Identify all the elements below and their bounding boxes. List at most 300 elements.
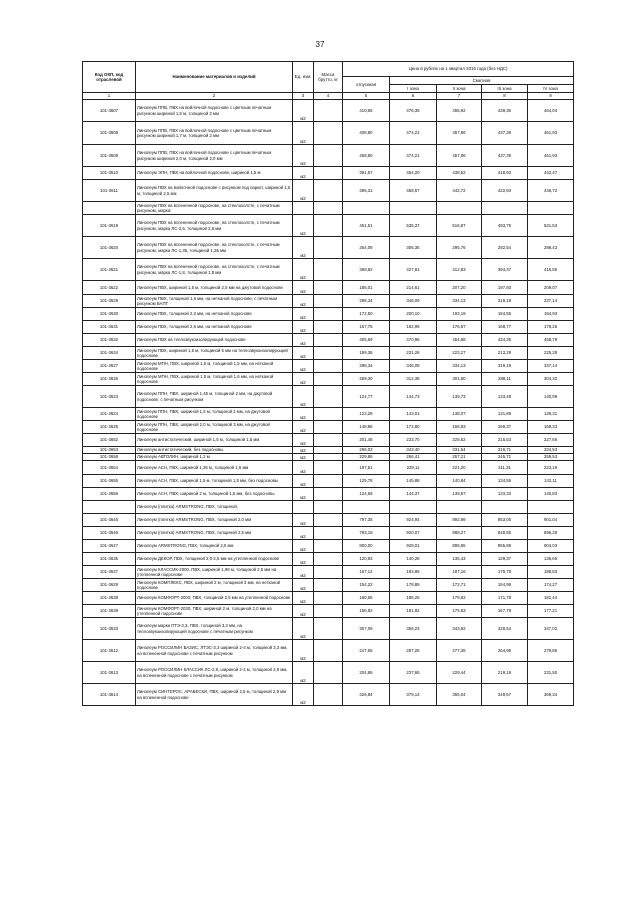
row-name: Линолеум МПН, ПВХ, шириной 1,5 м, толщиной 1,5 мм, на нетканой подоснове [136, 360, 293, 373]
table-row [83, 514, 574, 527]
table-row [83, 566, 574, 579]
row-zone2-price: 223,27 [437, 347, 482, 360]
row-zone3-price: 213,29 [482, 347, 528, 360]
row-mass [314, 488, 343, 501]
row-zone3-price: 219,18 [482, 662, 528, 684]
row-release-price: 157,75 [343, 321, 390, 334]
row-zone3-price: 288,11 [482, 373, 528, 386]
row-code: 101-3612 [83, 640, 136, 662]
row-name: Линолеум ПВХ на вспененной подоснове, на стеклохолсте, с печатным рисунком, марка ЛС-1,35, толщиной 1,35 мм [136, 237, 293, 259]
row-zone4-price: 139,31 [528, 408, 574, 421]
row-zone4-price [528, 202, 574, 215]
row-zone1-price: 231,26 [390, 347, 437, 360]
row-unit: м2 [293, 295, 314, 308]
row-release-price: 201,48 [343, 434, 390, 447]
row-zone2-price: 138,07 [437, 408, 482, 421]
row-name: Линолеум ПВХ на вспененной подоснове, на стеклохолсте, с печатным рисунком, марка ЛС-2,6, толщиной 2,6 мм [136, 215, 293, 237]
row-code: 101-3656 [83, 488, 136, 501]
row-zone1-price: 427,81 [390, 259, 437, 281]
row-code: 101-3639 [83, 605, 136, 618]
row-unit: м2 [293, 618, 314, 640]
row-unit: м2 [293, 321, 314, 334]
row-mass [314, 373, 343, 386]
row-zone4-price: 442,47 [528, 167, 574, 180]
row-unit: м2 [293, 475, 314, 488]
row-unit: м2 [293, 640, 314, 662]
row-zone4-price [528, 501, 574, 514]
row-zone3-price: 437,39 [482, 145, 528, 167]
row-mass [314, 259, 343, 281]
row-code: 101-3629 [83, 579, 136, 592]
row-zone1-price: 306,35 [390, 237, 437, 259]
row-unit: м2 [293, 100, 314, 122]
row-unit: м2 [293, 308, 314, 321]
row-zone4-price: 337,14 [528, 360, 574, 373]
row-release-price: 269,30 [343, 373, 390, 386]
row-release-price: 197,51 [343, 461, 390, 475]
table-row [83, 237, 574, 259]
header-estimate: Сметная [390, 77, 574, 85]
row-code: 101-3654 [83, 461, 136, 475]
row-zone1-price: 454,20 [390, 167, 437, 180]
row-unit: м2 [293, 421, 314, 434]
row-zone2-price: 334,13 [437, 360, 482, 373]
row-zone3-price: 316,71 [482, 447, 528, 454]
table-row [83, 501, 574, 514]
row-zone2-price: 295,76 [437, 237, 482, 259]
header-zone2: II зона [437, 85, 482, 93]
row-unit: м2 [293, 259, 314, 281]
row-mass [314, 461, 343, 475]
row-release-price [343, 501, 390, 514]
row-unit: м2 [293, 566, 314, 579]
row-zone1-price: 476,35 [390, 100, 437, 122]
row-zone4-price: 446,72 [528, 180, 574, 202]
row-zone2-price: 895,95 [437, 540, 482, 553]
row-unit: м2 [293, 386, 314, 408]
row-release-price: 461,51 [343, 215, 390, 237]
table-row [83, 421, 574, 434]
row-zone3-price: 437,39 [482, 122, 528, 145]
row-name: Линолеум антистатический, без подосновы [136, 447, 293, 454]
row-zone1-price: 346,09 [390, 295, 437, 308]
row-zone4-price: 347,02 [528, 618, 574, 640]
row-zone4-price: 904,03 [528, 540, 574, 553]
row-code: 101-3635 [83, 553, 136, 566]
row-zone3-price: 418,93 [482, 167, 528, 180]
row-zone3-price: 434,35 [482, 334, 528, 347]
row-zone4-price: 140,83 [528, 488, 574, 501]
row-zone4-price: 194,93 [528, 308, 574, 321]
row-name: Линолеум ПВХ, толщиной 2,2 мм, на нетканой подоснове [136, 308, 293, 321]
row-zone2-price: 139,57 [437, 488, 482, 501]
row-unit: м2 [293, 461, 314, 475]
row-zone2-price: 438,52 [437, 167, 482, 180]
row-zone1-price: 535,37 [390, 215, 437, 237]
row-release-price: 410,65 [343, 100, 390, 122]
table-row [83, 447, 574, 454]
row-unit: м2 [293, 514, 314, 527]
row-release-price: 247,65 [343, 640, 390, 662]
row-release-price: 148,96 [343, 421, 390, 434]
row-code: 101-3610 [83, 167, 136, 180]
row-zone4-price: 416,56 [528, 259, 574, 281]
row-zone3-price: 159,37 [482, 421, 528, 434]
header-release: отпускная [343, 77, 390, 93]
row-code: 101-3632 [83, 334, 136, 347]
row-release-price: 120,93 [343, 553, 390, 566]
col-index: 5 [343, 93, 390, 100]
row-zone3-price: 171,78 [482, 592, 528, 605]
row-name: Линолеум ARMSTRONG, ПВХ, толщиной 2,0 мм [136, 540, 293, 553]
row-zone1-price: 287,28 [390, 640, 437, 662]
row-zone1-price: 237,65 [390, 662, 437, 684]
row-code: 101-3647 [83, 540, 136, 553]
row-name: Линолеум ПВХ, толщиной 1,6 мм, на нетканой подоснове, с печатным рисунком ВАПТ [136, 295, 293, 308]
row-name: Линолеум АВТОЛИН, шириной 1,2 м [136, 454, 293, 461]
row-mass [314, 592, 343, 605]
row-zone1-price: 928,01 [390, 540, 437, 553]
row-code: 101-3622 [83, 281, 136, 295]
row-zone1-price: 145,88 [390, 475, 437, 488]
row-mass [314, 237, 343, 259]
row-release-price: 405,69 [343, 334, 390, 347]
row-code: 101-3646 [83, 527, 136, 540]
column-index-row [83, 93, 574, 100]
row-mass [314, 321, 343, 334]
row-zone1-price: 144,73 [390, 386, 437, 408]
row-mass [314, 553, 343, 566]
row-zone1-price: 200,10 [390, 308, 437, 321]
row-zone4-price: 178,26 [528, 321, 574, 334]
row-mass [314, 540, 343, 553]
row-zone2-price: 343,92 [437, 618, 482, 640]
row-mass [314, 408, 343, 421]
row-mass [314, 295, 343, 308]
table-row [83, 618, 574, 640]
row-name: Линолеум РОССИЛИН КЛАССИК ЛС-2,9, шириной 2-4 м, толщиной 2,9 мм, на вспененной подоснове с печатным рисунком [136, 662, 293, 684]
row-name: Линолеум ППВ, ПВХ на войлочной подоснове с цветным печатным рисунком шириной 1,5 м, толщиной 2 мм [136, 100, 293, 122]
row-release-price: 154,22 [343, 579, 390, 592]
row-release-price: 156,82 [343, 605, 390, 618]
row-zone3-price: 164,99 [482, 579, 528, 592]
row-zone1-price: 474,21 [390, 122, 437, 145]
table-row [83, 579, 574, 592]
table-row [83, 488, 574, 501]
row-unit: м2 [293, 145, 314, 167]
row-zone2-price: 225,62 [437, 434, 482, 447]
row-zone1-price: 379,14 [390, 684, 437, 706]
table-row [83, 592, 574, 605]
row-release-price: 160,56 [343, 592, 390, 605]
row-zone2-price: 331,54 [437, 447, 482, 454]
row-unit: м2 [293, 347, 314, 360]
row-zone3-price: 328,54 [482, 618, 528, 640]
row-code: 101-3634 [83, 347, 136, 360]
row-code: 101-3655 [83, 475, 136, 488]
row-name: Линолеум МПН, ПВХ, шириной 1,5 м, толщиной 1,6 мм, на нетканой подоснове [136, 373, 293, 386]
row-mass [314, 662, 343, 684]
row-zone2-price: 457,86 [437, 145, 482, 167]
row-zone2-price: 221,20 [437, 461, 482, 475]
row-code: 101-3609 [83, 145, 136, 167]
row-zone4-price: 901,04 [528, 514, 574, 527]
row-zone3-price: 439,36 [482, 100, 528, 122]
col-index: 4 [314, 93, 343, 100]
table-row [83, 347, 574, 360]
header-unit: Ед. изм. [293, 62, 314, 93]
row-code: 101-3607 [83, 100, 136, 122]
table-row [83, 180, 574, 202]
row-zone2-price: 179,82 [437, 592, 482, 605]
table-row [83, 321, 574, 334]
row-zone2-price: 457,86 [437, 122, 482, 145]
row-release-price: 172,50 [343, 308, 390, 321]
row-code: 101-3630 [83, 308, 136, 321]
row-zone4-price: 136,65 [528, 553, 574, 566]
row-release-price: 408,80 [343, 145, 390, 167]
row-zone3-price: 184,55 [482, 308, 528, 321]
row-unit: м2 [293, 488, 314, 501]
row-zone3-price: 133,48 [482, 386, 528, 408]
table-row [83, 308, 574, 321]
header-name: Наименование материалов и изделий [136, 62, 293, 93]
row-name: Линолеум ПВХ на теплозвукоизолирующей подоснове [136, 334, 293, 347]
row-zone3-price: 133,33 [482, 488, 528, 501]
row-zone2-price: 176,67 [437, 321, 482, 334]
row-name: Линолеум марки ПТЭ-3,3, ПВХ, толщиной 3,3 мм, на теплозвукоизолирующей подоснове с печатным рисунком [136, 618, 293, 640]
row-name: Линолеум АСН, ПВХ, шириной 2 м, толщиной 1,5 мм, без подосновы [136, 488, 293, 501]
row-zone4-price: 168,33 [528, 421, 574, 434]
table-row [83, 475, 574, 488]
row-zone2-price: 175,63 [437, 605, 482, 618]
row-zone4-price: 181,44 [528, 592, 574, 605]
col-index: 9 [528, 93, 574, 100]
row-release-price: 797,35 [343, 514, 390, 527]
col-index: 1 [83, 93, 136, 100]
row-zone1-price: 343,40 [390, 447, 437, 454]
table-row [83, 434, 574, 447]
row-release-price: 199,36 [343, 347, 390, 360]
row-zone3-price: 215,53 [482, 434, 528, 447]
table-row [83, 259, 574, 281]
row-zone4-price: 461,93 [528, 145, 574, 167]
row-name: Линолеум ППВ, ПВХ на войлочной подоснове с цветным печатным рисунком шириной 2,0 м, толщиной 2,0 мм [136, 145, 293, 167]
row-zone1-price: 920,07 [390, 527, 437, 540]
row-zone1-price [390, 501, 437, 514]
row-mass [314, 514, 343, 527]
row-zone1-price: 172,80 [390, 421, 437, 434]
row-zone1-price: 181,92 [390, 605, 437, 618]
row-code: 101-3626 [83, 373, 136, 386]
row-unit: м2 [293, 167, 314, 180]
row-name: Линолеум АСН, ПВХ, шириной 1,35 м, толщиной 1,6 мм [136, 461, 293, 475]
row-mass [314, 454, 343, 461]
row-zone4-price: 896,29 [528, 527, 574, 540]
row-zone1-price: 186,25 [390, 592, 437, 605]
row-zone4-price: 279,86 [528, 640, 574, 662]
row-name: Линолеум ПВХ, толщиной 2,6 мм, на нетканой подоснове [136, 321, 293, 334]
table-row [83, 145, 574, 167]
row-zone1-price: 229,11 [390, 461, 437, 475]
row-name: Линолеум ПВХ, шириной 1,5 м, толщиной 5 мм на теплозвукоизолирующей подоснове [136, 347, 293, 360]
table-row [83, 386, 574, 408]
col-index: 3 [293, 93, 314, 100]
row-mass [314, 360, 343, 373]
row-mass [314, 618, 343, 640]
row-unit: м2 [293, 373, 314, 386]
row-unit: м2 [293, 281, 314, 295]
row-code: 101-3653 [83, 447, 136, 454]
row-zone4-price: 334,53 [528, 447, 574, 454]
row-release-price: 408,80 [343, 122, 390, 145]
col-index: 2 [136, 93, 293, 100]
row-unit: м2 [293, 579, 314, 592]
row-zone2-price: 366,04 [437, 684, 482, 706]
row-zone3-price: 319,19 [482, 360, 528, 373]
row-mass [314, 421, 343, 434]
table-row [83, 373, 574, 386]
row-zone1-price: 458,57 [390, 180, 437, 202]
row-zone3-price: 422,93 [482, 180, 528, 202]
table-row [83, 527, 574, 540]
row-unit: м2 [293, 684, 314, 706]
row-zone2-price: 166,83 [437, 421, 482, 434]
row-release-price: 124,69 [343, 488, 390, 501]
row-code: 101-3608 [83, 122, 136, 145]
row-unit: м2 [293, 408, 314, 421]
row-zone3-price [482, 202, 528, 215]
row-zone1-price: 214,61 [390, 281, 437, 295]
row-zone4-price: 369,34 [528, 684, 574, 706]
table-row [83, 605, 574, 618]
row-mass [314, 566, 343, 579]
row-unit: м2 [293, 447, 314, 454]
table-row [83, 202, 574, 215]
row-zone4-price: 227,66 [528, 434, 574, 447]
row-mass [314, 640, 343, 662]
row-zone3-price: 394,37 [482, 259, 528, 281]
header-zone4: IV зона [528, 85, 574, 93]
header-code: Код ОКП, код отраслевой [83, 62, 136, 93]
row-zone4-price: 461,93 [528, 122, 574, 145]
row-zone4-price: 174,27 [528, 579, 574, 592]
row-zone3-price: 493,75 [482, 215, 528, 237]
row-code: 101-3652 [83, 434, 136, 447]
row-release-price: 123,28 [343, 408, 390, 421]
row-zone4-price: 337,14 [528, 295, 574, 308]
table-row [83, 295, 574, 308]
row-release-price: 395,31 [343, 180, 390, 202]
row-unit: м2 [293, 334, 314, 347]
row-name: Линолеум ПВХ на вспененной подоснове, на стеклохолсте, с печатным рисунком, марка: [136, 202, 293, 215]
row-mass [314, 215, 343, 237]
row-name: Линолеум (плитка) ARMSTRONG, ПВХ, толщиной 2,5 мм [136, 527, 293, 540]
row-release-price: 204,86 [343, 662, 390, 684]
page-number: 37 [315, 40, 325, 49]
row-zone2-price: 442,72 [437, 180, 482, 202]
row-zone2-price: 257,21 [437, 454, 482, 461]
row-mass [314, 180, 343, 202]
row-mass [314, 579, 343, 592]
row-release-price: 391,57 [343, 167, 390, 180]
row-zone1-price: 182,99 [390, 321, 437, 334]
row-zone4-price: 231,50 [528, 662, 574, 684]
row-unit: м2 [293, 454, 314, 461]
row-zone2-price: 454,68 [437, 334, 482, 347]
row-unit: м2 [293, 540, 314, 553]
row-zone2-price [437, 501, 482, 514]
row-name: Линолеум антистатический, шириной 1,5 м, толщиной 1,5 мм [136, 434, 293, 447]
table-body [83, 100, 574, 706]
row-zone2-price: 277,36 [437, 640, 482, 662]
row-name: Линолеум АСН, ПВХ, шириной 1,5 м, толщиной 1,5 мм, без подосновы [136, 475, 293, 488]
row-name: Линолеум ППН, ПВХ, шириной 2,0 м, толщиной 3 мм, на джутовой подоснове [136, 421, 293, 434]
row-zone1-price: 140,28 [390, 553, 437, 566]
row-zone1-price: 178,89 [390, 579, 437, 592]
row-zone1-price: 356,23 [390, 618, 437, 640]
row-zone2-price: 892,98 [437, 514, 482, 527]
row-zone4-price: 142,11 [528, 475, 574, 488]
row-release-price: 124,77 [343, 386, 390, 408]
row-zone2-price: 187,16 [437, 566, 482, 579]
row-zone1-price: 474,21 [390, 145, 437, 167]
row-code: 101-3629 [83, 295, 136, 308]
row-name: Линолеум (плитка) ARMSTRONG, ПВХ, толщиной 2,0 мм [136, 514, 293, 527]
row-zone4-price: 140,99 [528, 386, 574, 408]
row-zone2-price: 135,43 [437, 553, 482, 566]
row-zone4-price: 188,83 [528, 566, 574, 579]
row-zone2-price: 412,83 [437, 259, 482, 281]
row-name: Линолеум ПВХ на вспененной подоснове, на стеклохолсте, с печатным рисунком, марка ЛС-1,8, толщиной 1,8 мм [136, 259, 293, 281]
row-unit: м2 [293, 122, 314, 145]
table-row [83, 684, 574, 706]
row-mass [314, 605, 343, 618]
row-code: 101-3621 [83, 259, 136, 281]
row-zone2-price: 229,44 [437, 662, 482, 684]
row-unit: м2 [293, 605, 314, 618]
table-row [83, 100, 574, 122]
row-release-price: 185,01 [343, 281, 390, 295]
row-zone3-price: 282,54 [482, 237, 528, 259]
row-name: Линолеум ПВХ на войлочной подоснове с рисунком под паркет, шириной 1,5 м, толщиной 2,5 мм [136, 180, 293, 202]
row-zone2-price: 334,13 [437, 295, 482, 308]
row-zone3-price: 131,89 [482, 408, 528, 421]
row-zone1-price [390, 202, 437, 215]
row-zone2-price: 888,27 [437, 527, 482, 540]
row-zone3-price: 178,79 [482, 566, 528, 579]
row-zone4-price: 209,07 [528, 281, 574, 295]
row-code: 101-3625 [83, 421, 136, 434]
row-zone4-price: 177,21 [528, 605, 574, 618]
row-code: 101-3623 [83, 386, 136, 408]
row-mass [314, 684, 343, 706]
row-name: Линолеум РОССИЛИН БАЗИС, ЛТЭС-3,3 шириной 2-4 м, толщиной 3,3 мм, на вспененной подоснове с печатным рисунком [136, 640, 293, 662]
row-mass [314, 447, 343, 454]
row-unit: м2 [293, 237, 314, 259]
col-index: 6 [390, 93, 437, 100]
row-mass [314, 100, 343, 122]
row-zone3-price: 211,31 [482, 461, 528, 475]
row-mass [314, 527, 343, 540]
row-mass [314, 386, 343, 408]
table-row [83, 334, 574, 347]
row-mass [314, 308, 343, 321]
row-release-price: 167,12 [343, 566, 390, 579]
row-zone3-price: 264,95 [482, 640, 528, 662]
price-table [82, 61, 574, 706]
row-release-price: 264,09 [343, 237, 390, 259]
